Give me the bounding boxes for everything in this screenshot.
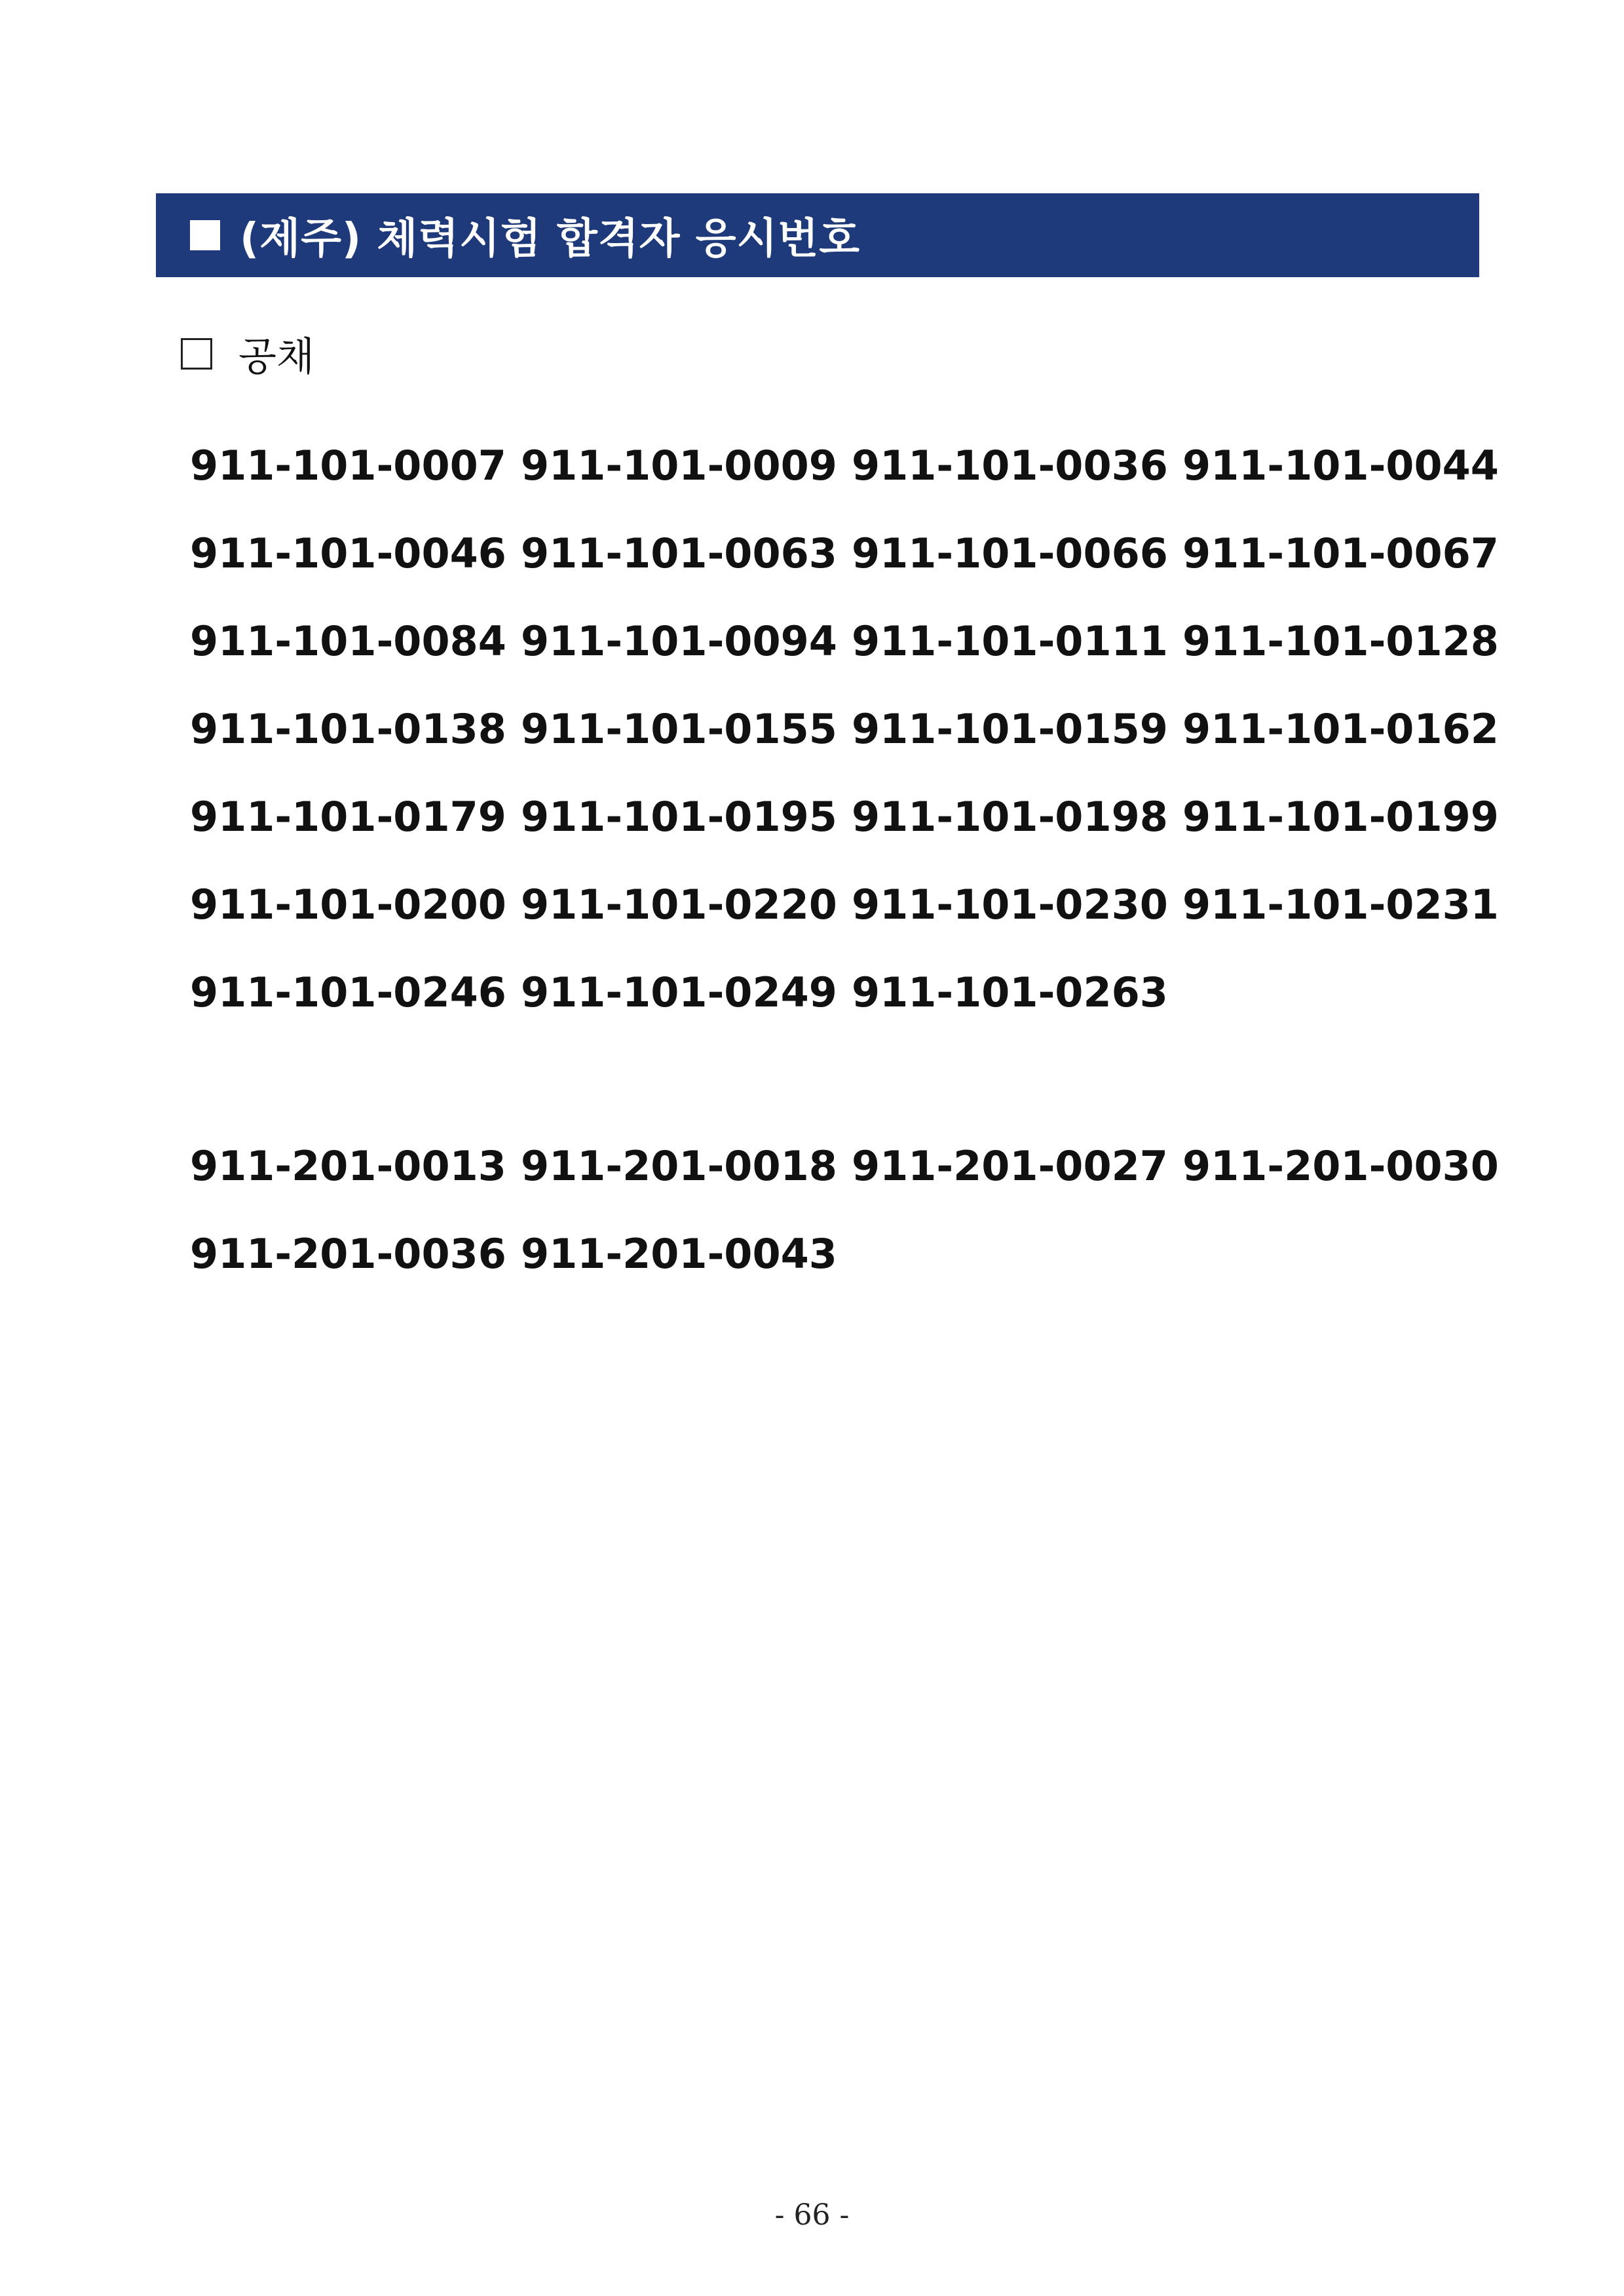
exam-number: 911-101-0138 <box>190 704 506 753</box>
exam-number: 911-101-0066 <box>852 529 1168 577</box>
exam-number-list-special <box>190 1122 1513 1297</box>
exam-number: 911-101-0128 <box>1182 617 1499 665</box>
exam-number: 911-101-0111 <box>852 617 1168 665</box>
exam-number: 911-101-0159 <box>852 704 1168 753</box>
page-title: (제주) 체력시험 합격자 응시번호 <box>240 215 861 263</box>
exam-number-list-general <box>190 421 1513 1036</box>
exam-number: 911-201-0018 <box>521 1141 837 1190</box>
checkbox-icon <box>181 338 212 370</box>
exam-number: 911-101-0044 <box>1182 441 1499 489</box>
exam-number: 911-101-0198 <box>852 792 1168 841</box>
exam-number: 911-201-0013 <box>190 1141 506 1190</box>
exam-number: 911-101-0155 <box>521 704 837 753</box>
exam-number: 911-201-0027 <box>852 1141 1168 1190</box>
title-banner <box>156 193 1479 277</box>
exam-number: 911-101-0067 <box>1182 529 1499 577</box>
exam-number: 911-201-0030 <box>1182 1141 1499 1190</box>
exam-number: 911-201-0043 <box>521 1229 837 1278</box>
square-icon <box>190 220 220 250</box>
exam-number: 911-101-0036 <box>852 441 1168 489</box>
exam-number: 911-101-0220 <box>521 880 837 928</box>
exam-number: 911-101-0263 <box>852 968 1168 1016</box>
exam-number: 911-201-0036 <box>190 1229 506 1278</box>
exam-number: 911-101-0046 <box>190 529 506 577</box>
exam-number: 911-101-0231 <box>1182 880 1499 928</box>
section-heading <box>181 328 314 380</box>
exam-number: 911-101-0007 <box>190 441 506 489</box>
exam-number: 911-101-0199 <box>1182 792 1499 841</box>
exam-number: 911-101-0249 <box>521 968 837 1016</box>
exam-number: 911-101-0009 <box>521 441 837 489</box>
page-number: - 66 - <box>774 2198 850 2232</box>
exam-number: 911-101-0230 <box>852 880 1168 928</box>
section-label: 공채 <box>238 334 314 380</box>
exam-number: 911-101-0094 <box>521 617 837 665</box>
exam-number: 911-101-0084 <box>190 617 506 665</box>
exam-number: 911-101-0200 <box>190 880 506 928</box>
exam-number: 911-101-0195 <box>521 792 837 841</box>
exam-number: 911-101-0246 <box>190 968 506 1016</box>
exam-number: 911-101-0179 <box>190 792 506 841</box>
exam-number: 911-101-0162 <box>1182 704 1499 753</box>
exam-number: 911-101-0063 <box>521 529 837 577</box>
